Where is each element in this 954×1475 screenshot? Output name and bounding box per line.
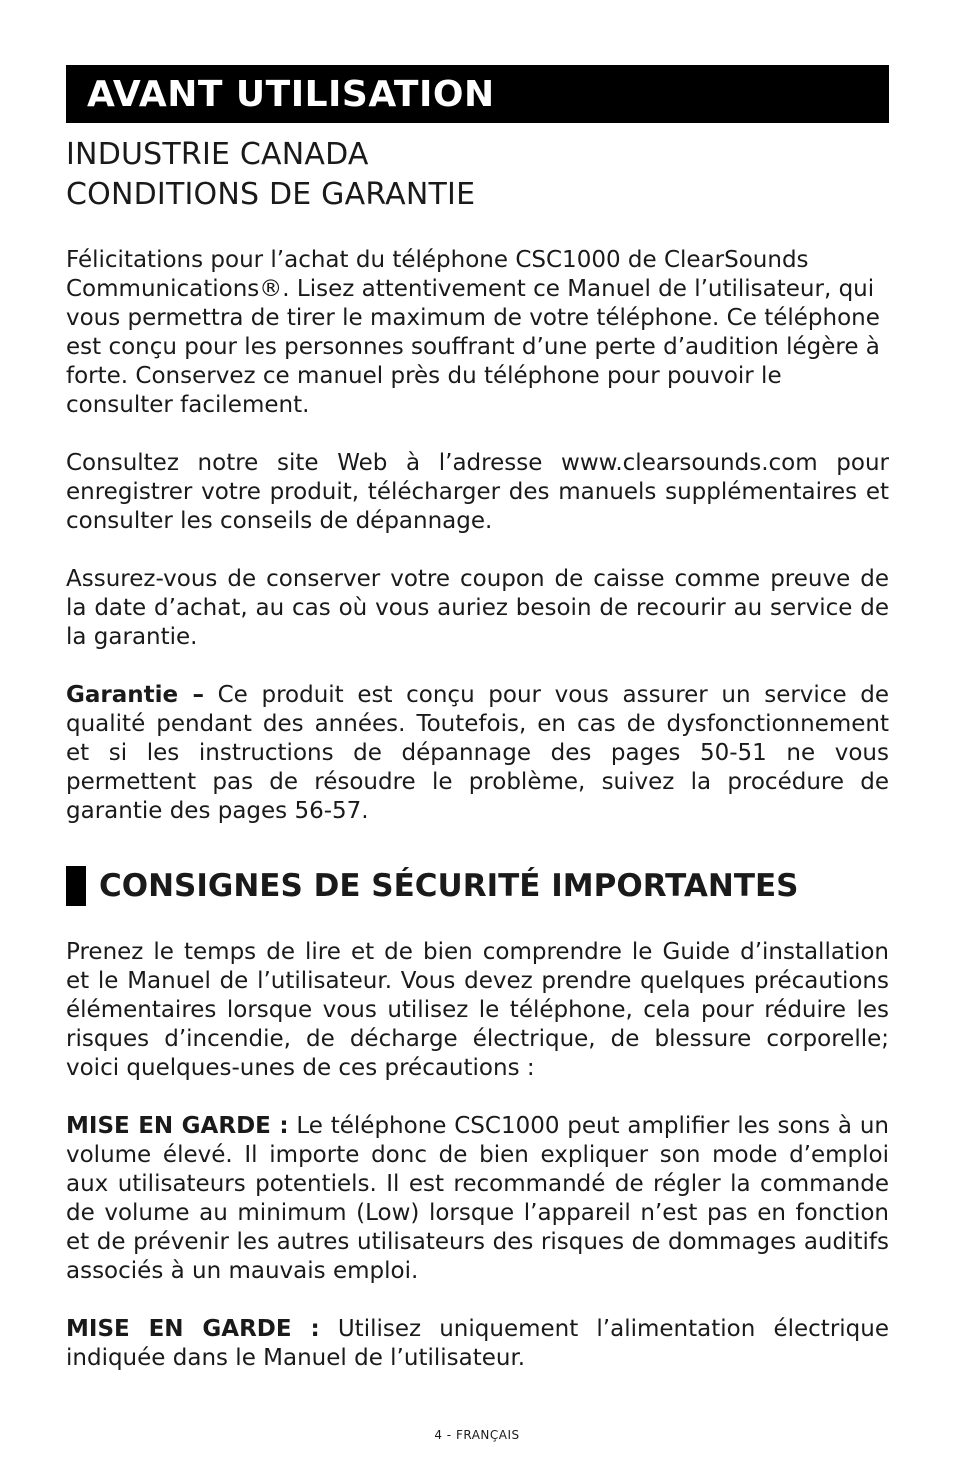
section-marker-bar	[66, 866, 86, 906]
safety-heading: CONSIGNES DE SÉCURITÉ IMPORTANTES	[99, 868, 799, 904]
safety-section-header	[66, 866, 889, 906]
subheading-line-2: CONDITIONS DE GARANTIE	[66, 177, 476, 212]
intro-paragraph-3: Assurez-vous de conserver votre coupon de caisse comme preuve de la date d’achat, au cas où vous auriez besoin de recourir au service de la garantie.	[66, 566, 889, 650]
warning-1-text: Le téléphone CSC1000 peut amplifier les sons à un volume élevé. Il importe donc de bien expliquer son mode d’emploi aux utilisateurs potentiels. Il est recommandé de régler la commande de volume au minimum (Low) lorsque l’appareil n’est pas en fonction et de prévenir les autres utilisateurs des risques de dommages auditifs associés à un mauvais emploi.	[66, 1113, 889, 1284]
warning-paragraph-2	[66, 1315, 889, 1373]
warning-2-label: MISE EN GARDE :	[66, 1316, 320, 1342]
warranty-paragraph	[66, 681, 889, 826]
subheading	[66, 135, 889, 215]
title-banner	[66, 65, 889, 123]
page-title: AVANT UTILISATION	[87, 73, 495, 115]
page-footer: 4 - FRANÇAIS	[434, 1428, 520, 1442]
intro-paragraph-1: Félicitations pour l’achat du téléphone CSC1000 de ClearSounds Communications®. Lisez attentivement ce Manuel de l’utilisateur, qui vous permettra de tirer le maximum de votre téléphone. Ce téléphone est conçu pour les personnes souffrant d’une perte d’audition légère à forte. Conservez ce manuel près du téléphone pour pouvoir le consulter facilement.	[66, 247, 880, 418]
warranty-text: Ce produit est conçu pour vous assurer un service de qualité pendant des années. Toutefois, en cas de dysfonctionnement et si les instructions de dépannage des pages 50-51 ne vous permettent pas de résoudre le problème, suivez la procédure de garantie des pages 56-57.	[66, 682, 889, 824]
warranty-label: Garantie –	[66, 682, 204, 708]
warning-1-label: MISE EN GARDE :	[66, 1113, 289, 1139]
safety-paragraph-1: Prenez le temps de lire et de bien comprendre le Guide d’installation et le Manuel de l’utilisateur. Vous devez prendre quelques précautions élémentaires lorsque vous utilisez le téléphone, cela pour réduire les risques d’incendie, de décharge électrique, de blessure corporelle; voici quelques-unes de ces précautions :	[66, 939, 889, 1081]
subheading-line-1: INDUSTRIE CANADA	[66, 137, 369, 172]
warning-2-text: Utilisez uniquement l’alimentation électrique indiquée dans le Manuel de l’utilisateur.	[66, 1316, 889, 1371]
warning-paragraph-1	[66, 1112, 889, 1286]
intro-paragraph-2: Consultez notre site Web à l’adresse www.clearsounds.com pour enregistrer votre produit, télécharger des manuels supplémentaires et consulter les conseils de dépannage.	[66, 450, 889, 534]
page-content	[66, 65, 889, 1373]
